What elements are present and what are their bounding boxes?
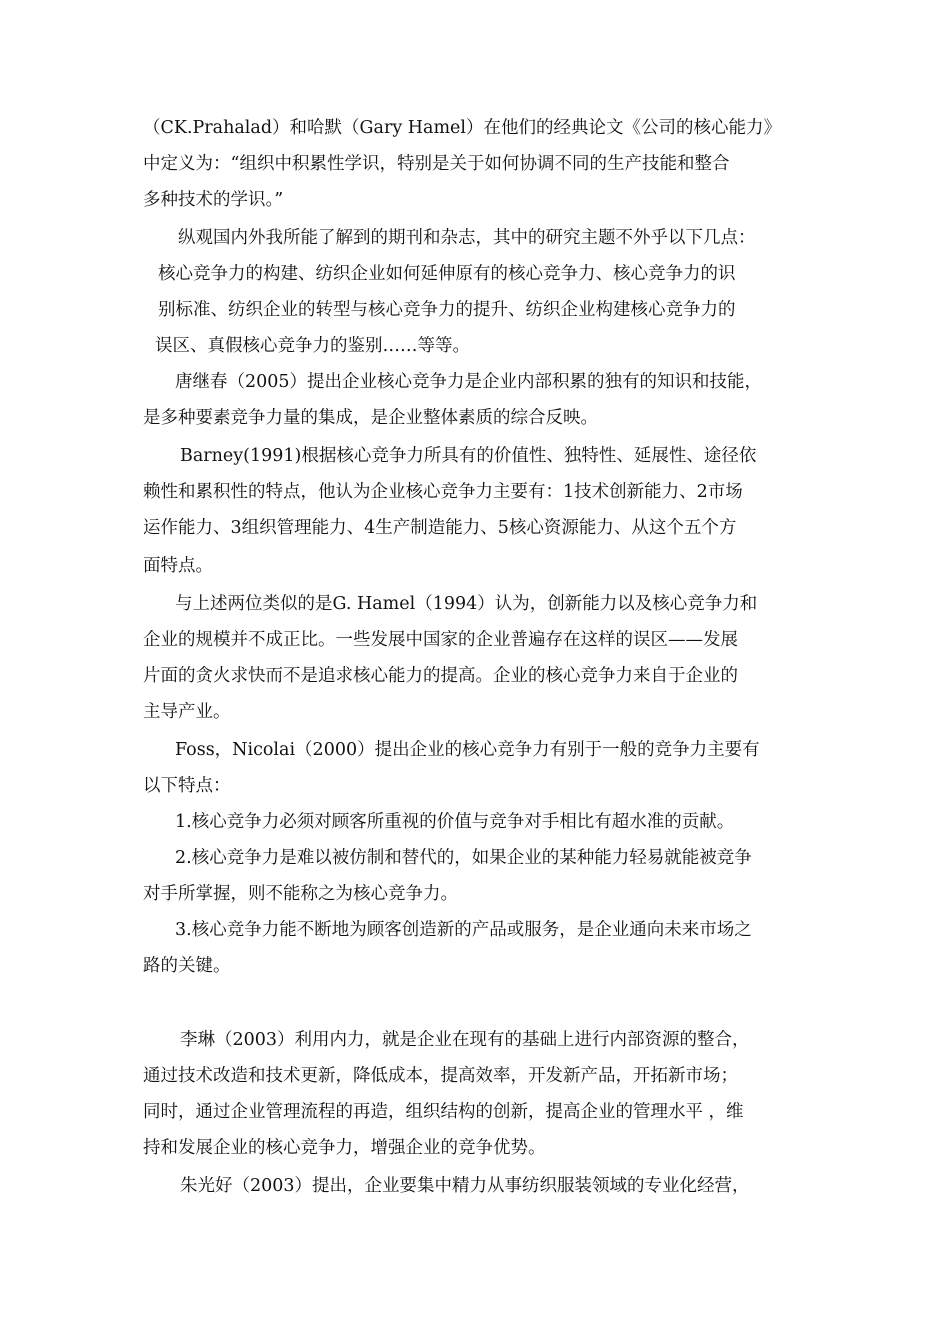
text-line: 1.核心竞争力必须对顾客所重视的价值与竞争对手相比有超水准的贡献。	[175, 812, 735, 832]
text-line: 面特点。	[143, 556, 213, 576]
text-line: 李琳（2003）利用内力，就是企业在现有的基础上进行内部资源的整合，	[180, 1030, 750, 1050]
text-line: 路的关键。	[143, 956, 231, 976]
text-line: 别标准、纺织企业的转型与核心竞争力的提升、纺织企业构建核心竞争力的	[158, 300, 736, 320]
text-line: 同时，通过企业管理流程的再造，组织结构的创新，提高企业的管理水平 ，维	[143, 1102, 744, 1122]
text-line: 纵观国内外我所能了解到的期刊和杂志，其中的研究主题不外乎以下几点：	[178, 228, 756, 248]
text-line: 朱光好（2003）提出，企业要集中精力从事纺织服装领域的专业化经营，	[180, 1176, 750, 1196]
text-line: 与上述两位类似的是G. Hamel（1994）认为，创新能力以及核心竞争力和	[175, 594, 758, 614]
text-line: 主导产业。	[143, 702, 231, 722]
text-line: 企业的规模并不成正比。一些发展中国家的企业普遍存在这样的误区——发展	[143, 630, 738, 650]
text-line: 运作能力、3组织管理能力、4生产制造能力、5核心资源能力、从这个五个方	[143, 518, 737, 538]
text-line: 多种技术的学识。”	[143, 190, 284, 210]
text-line: 3.核心竞争力能不断地为顾客创造新的产品或服务，是企业通向未来市场之	[175, 920, 752, 940]
text-line: 持和发展企业的核心竞争力，增强企业的竞争优势。	[143, 1138, 546, 1158]
text-line: 片面的贪火求快而不是追求核心能力的提高。企业的核心竞争力来自于企业的	[143, 666, 738, 686]
text-line: 赖性和累积性的特点，他认为企业核心竞争力主要有：1技术创新能力、2市场	[143, 482, 743, 502]
text-line: Barney(1991)根据核心竞争力所具有的价值性、独特性、延展性、途径依	[180, 446, 757, 466]
text-line: 唐继春（2005）提出企业核心竞争力是企业内部积累的独有的知识和技能，	[175, 372, 763, 392]
text-line: 对手所掌握，则不能称之为核心竞争力。	[143, 884, 458, 904]
text-line: 通过技术改造和技术更新，降低成本，提高效率，开发新产品，开拓新市场；	[143, 1066, 738, 1086]
text-line: 中定义为：“组织中积累性学识，特别是关于如何协调不同的生产技能和整合	[143, 154, 730, 174]
text-line: 以下特点：	[143, 776, 231, 796]
text-line: 核心竞争力的构建、纺织企业如何延伸原有的核心竞争力、核心竞争力的识	[158, 264, 736, 284]
text-line: 是多种要素竞争力量的集成，是企业整体素质的综合反映。	[143, 408, 598, 428]
text-line: 2.核心竞争力是难以被仿制和替代的，如果企业的某种能力轻易就能被竞争	[175, 848, 752, 868]
text-line: 误区、真假核心竞争力的鉴别……等等。	[155, 336, 470, 356]
text-line: Foss，Nicolai（2000）提出企业的核心竞争力有别于一般的竞争力主要有	[175, 740, 760, 760]
text-line: （CK.Prahalad）和哈默（Gary Hamel）在他们的经典论文《公司的核心能力》	[143, 118, 782, 138]
